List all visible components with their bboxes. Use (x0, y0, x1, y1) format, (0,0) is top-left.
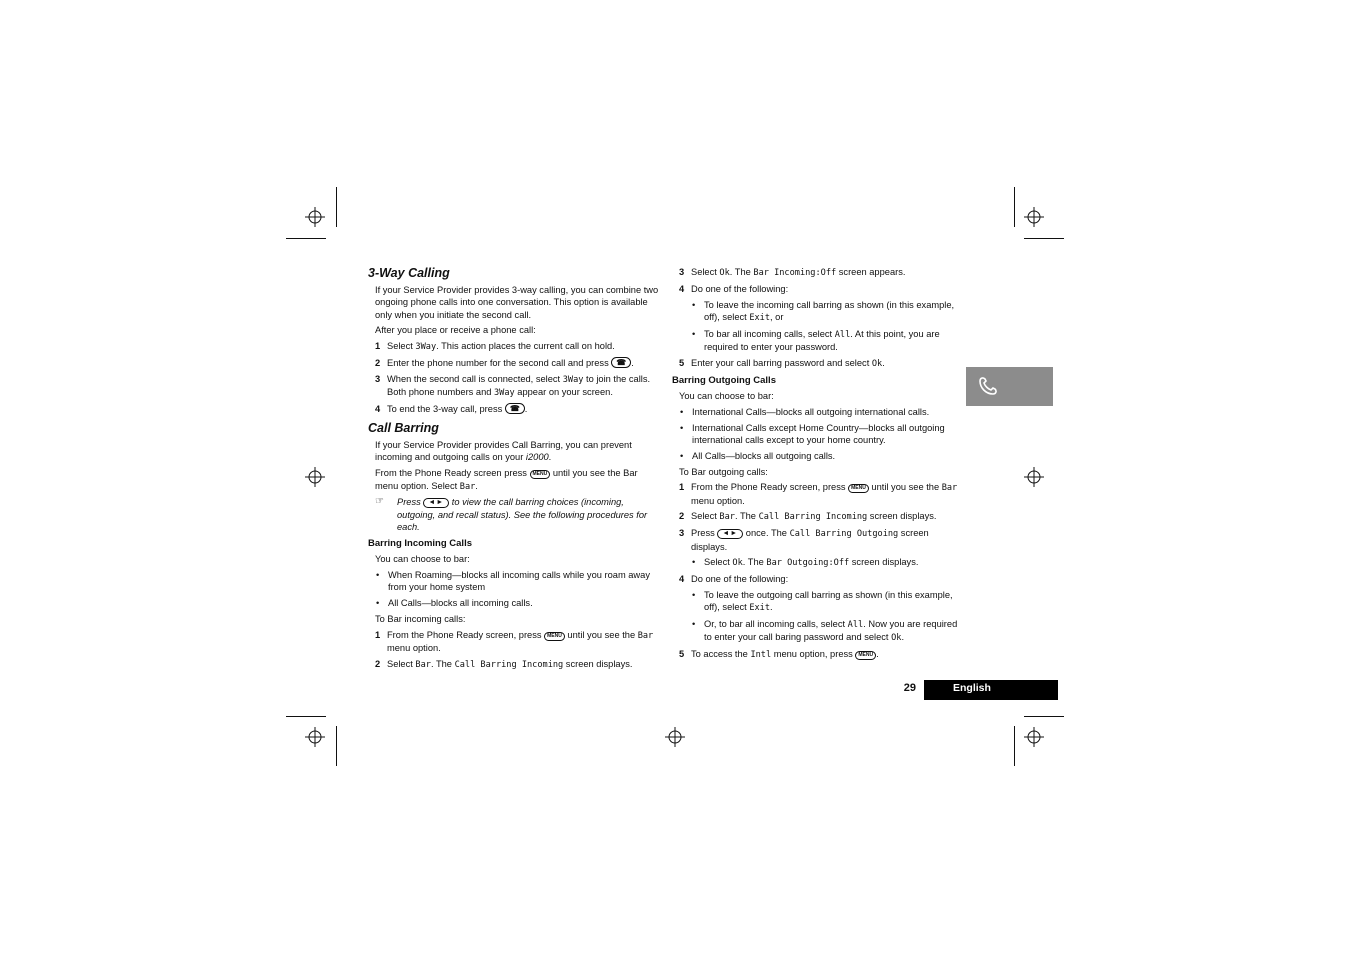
screen-text: Ok (719, 268, 730, 278)
registration-mark-icon (305, 727, 325, 747)
text: Press (397, 497, 424, 508)
crop-mark (336, 187, 337, 227)
text: Select (704, 557, 733, 568)
text: . (901, 632, 905, 643)
text: menu option. (691, 495, 745, 506)
text: menu option, press (771, 649, 856, 660)
text: From the Phone Ready screen, press (691, 482, 849, 493)
bullet: • (376, 598, 380, 609)
text: Do one of the following: (691, 283, 789, 294)
step-number: 2 (375, 357, 381, 368)
crop-mark (336, 726, 337, 766)
text: From the Phone Ready screen, press (387, 629, 545, 640)
right-column (672, 266, 964, 665)
registration-mark-icon (1024, 207, 1044, 227)
bullet: • (692, 328, 696, 339)
text: . (876, 649, 879, 660)
bullet: • (692, 557, 696, 568)
end-key-icon: ☎ (505, 403, 525, 414)
menu-key-icon: MENU (855, 651, 876, 660)
step-item (672, 648, 964, 661)
text: Press (691, 528, 718, 539)
left-column (368, 266, 660, 675)
screen-text: All (834, 329, 851, 340)
text: to join the calls. Both phone numbers and (387, 373, 651, 398)
step-item (368, 658, 660, 671)
bullet: • (692, 589, 696, 600)
screen-text: Ok (891, 633, 902, 644)
text: Select (387, 658, 416, 669)
text: When Roaming—blocks all incoming calls while you roam away from your home system (388, 570, 650, 593)
text: once. The (743, 528, 790, 539)
bullet-item (672, 299, 964, 325)
bullet-item (672, 422, 964, 447)
text: screen displays. (563, 658, 633, 669)
bullet-item (672, 556, 964, 569)
text: . (548, 452, 552, 463)
bullet: • (680, 422, 684, 433)
step-item (672, 527, 964, 553)
text: To leave the incoming call barring as shown (in this example, off), select (704, 299, 955, 322)
text: Enter your call barring password and select (691, 357, 872, 368)
text: Select (387, 341, 416, 352)
screen-text: Call Barring Incoming (454, 659, 564, 670)
text: Or, to bar all incoming calls, select (704, 619, 848, 630)
step-number: 3 (375, 373, 381, 384)
heading-barring-incoming: Barring Incoming Calls (368, 538, 472, 550)
crop-mark (1014, 187, 1015, 227)
paragraph: After you place or receive a phone call: (375, 325, 536, 336)
text: . The (742, 557, 767, 568)
bullet: • (376, 570, 380, 581)
registration-mark-icon (665, 727, 685, 747)
crop-mark (286, 238, 326, 239)
step-item (672, 357, 964, 370)
heading-call-barring: Call Barring (368, 421, 439, 436)
text: To bar all incoming calls, select (704, 328, 835, 339)
crop-mark (1014, 726, 1015, 766)
screen-text: Intl (750, 650, 772, 661)
text: . (475, 480, 478, 491)
step-number: 5 (679, 649, 685, 660)
text: appear on your screen. (514, 387, 613, 398)
page-number: 29 (903, 682, 916, 694)
step-item: 4 To end the 3-way call, press ☎ . (375, 403, 528, 414)
text: All Calls—blocks all outgoing calls. (692, 450, 836, 461)
text: Enter the phone number for the second call and press (387, 357, 612, 368)
menu-key-icon: MENU (530, 470, 551, 479)
registration-mark-icon (305, 207, 325, 227)
model-name: i2000 (525, 452, 549, 463)
screen-text: Bar (637, 630, 654, 641)
menu-key-icon: MENU (848, 484, 869, 493)
bullet-item (672, 328, 964, 354)
text: Do one of the following: (691, 574, 789, 585)
bullet-item (672, 450, 964, 462)
bullet: • (680, 406, 684, 417)
step-number: 4 (679, 574, 685, 585)
screen-text: Call Barring Outgoing (789, 529, 899, 540)
screen-text: 3Way (494, 388, 515, 399)
step-item (368, 373, 660, 400)
text: until you see the (868, 482, 942, 493)
bullet-item (672, 618, 964, 645)
paragraph: You can choose to bar: (375, 554, 470, 565)
step-number: 3 (679, 528, 685, 539)
bullet: • (680, 450, 684, 461)
menu-key-icon: MENU (544, 632, 565, 641)
text: screen appears. (836, 267, 906, 277)
screen-text: Exit (749, 603, 771, 614)
text: . This action places the current call on hold. (436, 341, 615, 352)
step-number: 5 (679, 357, 685, 368)
text: . The (430, 658, 455, 669)
screen-text: Bar Outgoing:Off (766, 558, 850, 569)
screen-text: Bar Incoming:Off (753, 268, 837, 278)
text: All Calls—blocks all incoming calls. (388, 598, 533, 609)
text: International Calls—blocks all outgoing international calls. (692, 406, 930, 417)
note-hand-icon: ☞ (375, 496, 384, 508)
text: To leave the outgoing call barring as shown (in this example, off), select (704, 589, 953, 613)
screen-text: Exit (749, 312, 771, 323)
text: screen displays. (691, 528, 929, 552)
heading-3-way-calling: 3-Way Calling (368, 266, 450, 280)
paragraph: If your Service Provider provides 3-way calling, you can combine two ongoing phone calls into one conversation. This option is available only when you initiate the second call. (375, 285, 659, 320)
registration-mark-icon (305, 467, 325, 487)
step-number: 2 (679, 511, 685, 522)
step-item (368, 340, 660, 353)
text: International Calls except Home Country—blocks all outgoing international calls except to your home country. (692, 422, 945, 445)
language-bar (924, 680, 1058, 700)
text: , or (770, 311, 784, 322)
text: Select (691, 511, 720, 522)
step-item: 2 Enter the phone number for the second call and press ☎ . (375, 357, 634, 368)
crop-mark (1024, 716, 1064, 717)
registration-mark-icon (1024, 727, 1044, 747)
paragraph: You can choose to bar: (679, 391, 774, 402)
text: To end the 3-way call, press (387, 403, 505, 414)
bullet-item (368, 597, 660, 609)
paragraph (375, 439, 660, 464)
text: until you see the Bar menu option. Select (375, 468, 638, 491)
text: menu option. (387, 643, 441, 654)
bullet-item (368, 569, 660, 594)
bullet-item (672, 406, 964, 418)
bullet: • (692, 619, 696, 630)
text: . The (734, 511, 759, 522)
screen-text: 3Way (415, 342, 437, 353)
nav-keys-icon: ◄► (423, 498, 449, 508)
step-item (672, 510, 964, 523)
screen-text: Ok (732, 558, 743, 569)
screen-text: Bar (941, 483, 958, 494)
screen-text: Ok (871, 358, 883, 369)
registration-mark-icon (1024, 467, 1044, 487)
screen-text: Bar (415, 659, 431, 670)
text: . At this point, you are required to enter your password. (704, 328, 940, 352)
heading-barring-outgoing: Barring Outgoing Calls (672, 375, 776, 387)
text: To access the (691, 649, 751, 660)
text: to view the call barring choices (incoming, outgoing, and recall status). See the following procedures for each. (397, 497, 648, 532)
text: From the Phone Ready screen press (375, 468, 530, 479)
text: Select (691, 267, 720, 277)
step-number: 1 (375, 341, 381, 352)
text: . (770, 602, 773, 613)
text: If your Service Provider provides Call Barring, you can prevent incoming and outgoing calls on your (375, 440, 632, 463)
step-item (672, 573, 964, 585)
text: . Now you are required to enter your call baring password and select (704, 619, 958, 643)
step-number: 4 (679, 283, 685, 294)
screen-text: Bar (459, 481, 476, 492)
section-tab (966, 367, 1053, 406)
paragraph: To Bar outgoing calls: (679, 466, 768, 477)
nav-keys-icon: ◄► (717, 529, 743, 539)
text: . (882, 357, 885, 368)
bullet-item (672, 589, 964, 615)
paragraph: To Bar incoming calls: (375, 613, 466, 624)
bullet: • (692, 299, 696, 310)
step-item (368, 629, 660, 655)
text: When the second call is connected, select (387, 373, 563, 384)
note (368, 496, 660, 533)
screen-text: Bar (719, 512, 735, 523)
screen-text: Call Barring Incoming (758, 512, 868, 523)
text: screen displays. (867, 511, 937, 522)
step-number: 2 (375, 658, 381, 669)
text: . The (729, 267, 754, 277)
screen-text: 3Way (562, 374, 584, 385)
paragraph (375, 467, 660, 493)
step-number: 1 (375, 629, 381, 640)
send-key-icon: ☎ (611, 357, 631, 368)
language-label: English (953, 682, 991, 694)
step-item (672, 481, 964, 507)
screen-text: All (847, 620, 864, 631)
text: until you see the (564, 629, 638, 640)
step-item (672, 266, 964, 279)
step-item (672, 283, 964, 295)
text: screen displays. (849, 557, 919, 568)
phone-handset-icon (976, 375, 1000, 399)
step-number: 4 (375, 403, 381, 414)
crop-mark (1024, 238, 1064, 239)
step-number: 1 (679, 482, 685, 493)
step-number: 3 (679, 267, 685, 277)
crop-mark (286, 716, 326, 717)
